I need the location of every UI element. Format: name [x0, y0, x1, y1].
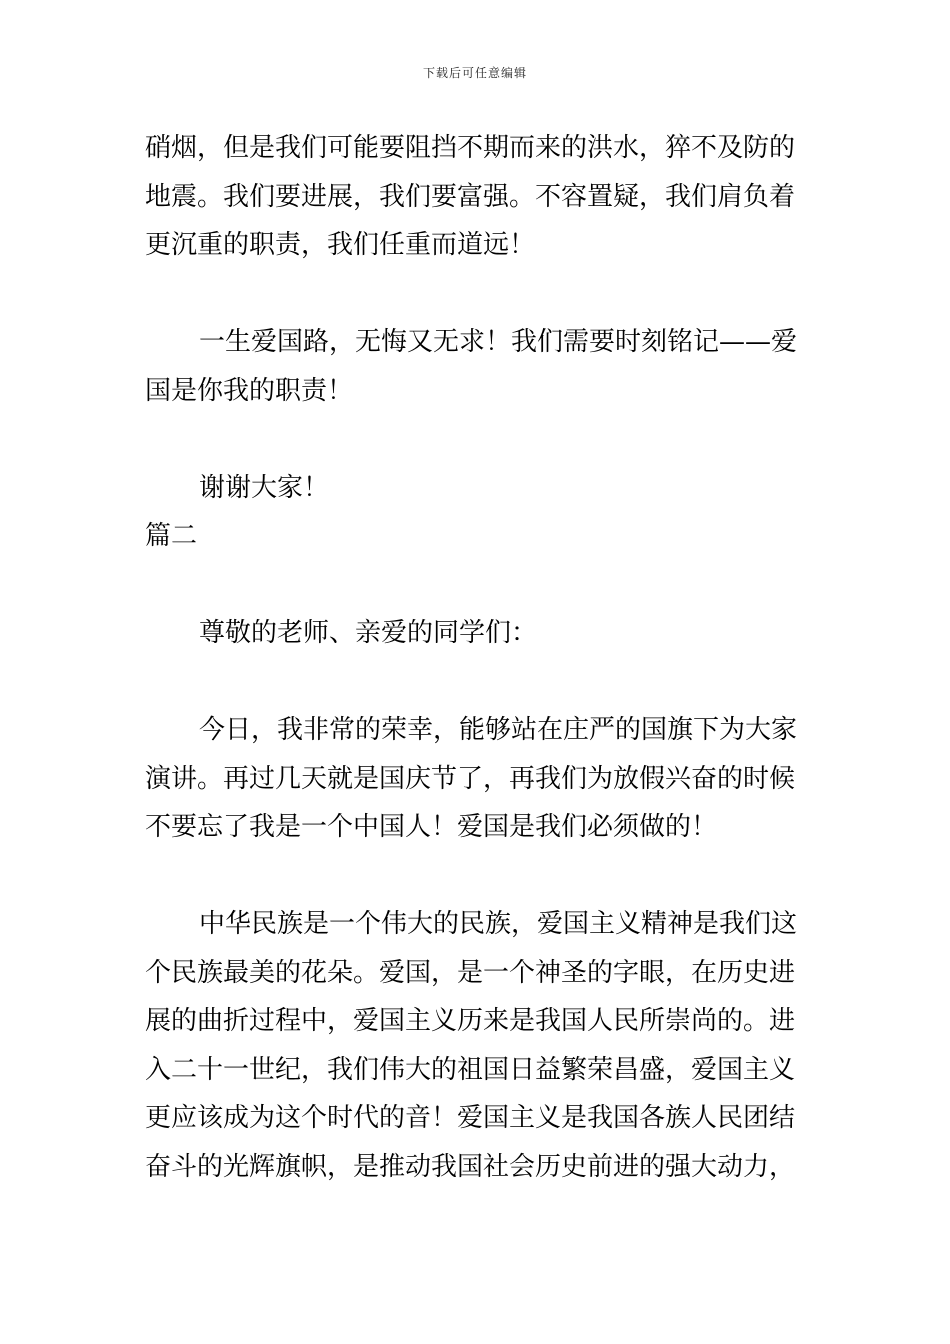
- text-line: 不要忘了我是一个中国人！爱国是我们必须做的！: [145, 812, 718, 842]
- text-line: 展的曲折过程中，爱国主义历来是我国人民所崇尚的。进: [145, 1006, 796, 1036]
- paragraph-spacer: [145, 852, 810, 901]
- text-line: 地震。我们要进展，我们要富强。不容置疑，我们肩负着: [145, 181, 796, 212]
- page-header: 下载后可任意编辑: [422, 66, 527, 80]
- paragraph-spacer: [145, 658, 810, 707]
- paragraph-5: [145, 900, 810, 1191]
- closing-thanks: 谢谢大家！: [199, 472, 330, 503]
- greeting: 尊敬的老师、亲爱的同学们：: [199, 618, 538, 648]
- text-line: 国是你我的职责！: [145, 375, 354, 406]
- paragraph-spacer: [145, 415, 810, 464]
- paragraph-1: [145, 124, 810, 270]
- text-line: 演讲。再过几天就是国庆节了，再我们为放假兴奋的时候: [145, 763, 796, 794]
- text-line: 个民族最美的花朵。爱国，是一个神圣的字眼，在历史进: [145, 957, 796, 988]
- text-line: 更沉重的职责，我们任重而道远！: [145, 230, 536, 260]
- paragraph-spacer: [145, 561, 810, 610]
- document-body: [145, 124, 810, 1191]
- text-line: 入二十一世纪，我们伟大的祖国日益繁荣昌盛，爱国主义: [145, 1054, 796, 1085]
- text-line: 更应该成为这个时代的音！爱国主义是我国各族人民团结: [145, 1103, 796, 1133]
- text-line: 奋斗的光辉旗帜，是推动我国社会历史前进的强大动力，: [145, 1151, 796, 1182]
- text-line: 硝烟，但是我们可能要阻挡不期而来的洪水，猝不及防的: [145, 133, 796, 163]
- paragraph-4: [145, 706, 810, 852]
- text-line: 中华民族是一个伟大的民族，爱国主义精神是我们这: [199, 909, 798, 939]
- paragraph-spacer: [145, 270, 810, 319]
- text-line: 今日，我非常的荣幸，能够站在庄严的国旗下为大家: [199, 715, 798, 745]
- section-title: 篇二: [145, 521, 198, 551]
- text-line: 一生爱国路，无悔又无求！我们需要时刻铭记——爱: [199, 327, 798, 357]
- paragraph-2: [145, 318, 810, 415]
